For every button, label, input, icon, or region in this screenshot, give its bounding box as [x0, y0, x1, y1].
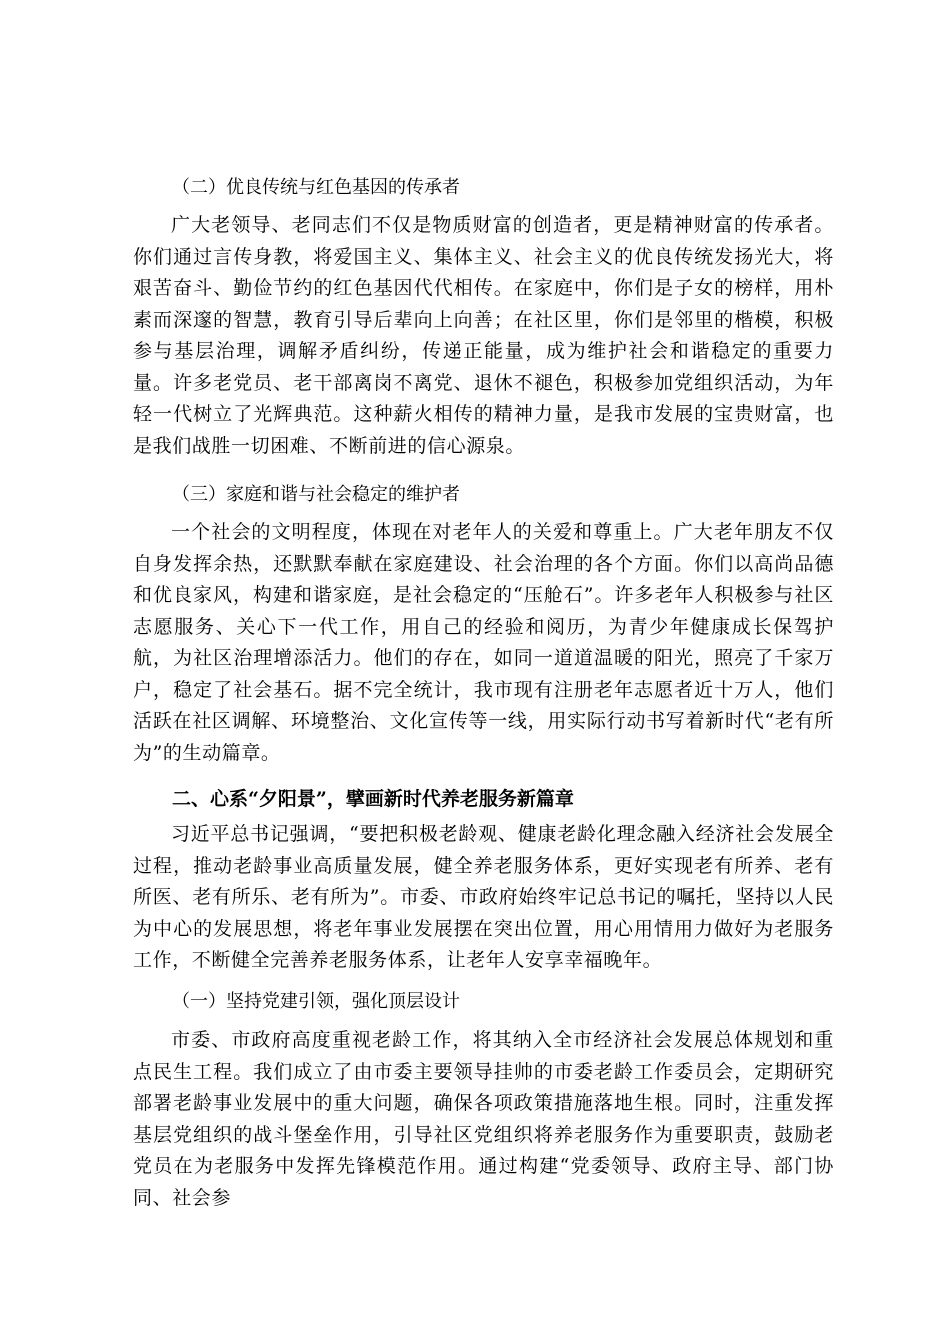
section-heading-tradition: （二）优良传统与红色基因的传承者 — [172, 177, 460, 198]
paragraph-tradition: 广大老领导、老同志们不仅是物质财富的创造者，更是精神财富的传承者。你们通过言传身教，将爱国主义、集体主义、社会主义的优良传统发扬光大，将艰苦奋斗、勤俭节约的红色基因代代相传。在家庭中，你们是子女的榜样，用朴素而深邃的智慧，教育引导后辈向上向善；在社区里，你们是邻里的楷模，积极参与基层治理，调解矛盾纠纷，传递正能量，成为维护社会和谐稳定的重要力量。许多老党员、老干部离岗不离党、退休不褪色，积极参加党组织活动，为年轻一代树立了光辉典范。这种薪火相传的精神力量，是我市发展的宝贵财富，也是我们战胜一切困难、不断前进的信心源泉。 — [133, 214, 834, 457]
paragraph-elderly-services: 习近平总书记强调，“要把积极老龄观、健康老龄化理念融入经济社会发展全过程，推动老龄事业高质量发展，健全养老服务体系，更好实现老有所养、老有所医、老有所乐、老有所为”。市委、市政府始终牢记总书记的嘱托，坚持以人民为中心的发展思想，将老年事业发展摆在突出位置，用心用情用力做好为老服务工作，不断健全完善养老服务体系，让老年人安享幸福晚年。 — [133, 823, 834, 971]
chapter-heading-elderly-services: 二、心系“夕阳景”，擘画新时代养老服务新篇章 — [172, 788, 574, 810]
paragraph-party-leadership: 市委、市政府高度重视老龄工作，将其纳入全市经济社会发展总体规划和重点民生工程。我们成立了由市委主要领导挂帅的市委老龄工作委员会，定期研究部署老龄事业发展中的重大问题，确保各项政策措施落地生根。同时，注重发挥基层党组织的战斗堡垒作用，引导社区党组织将养老服务作为重要职责，鼓励老党员在为老服务中发挥先锋模范作用。通过构建“党委领导、政府主导、部门协同、社会参 — [133, 1029, 834, 1209]
section-heading-party-leadership: （一）坚持党建引领，强化顶层设计 — [172, 991, 460, 1012]
paragraph-harmony: 一个社会的文明程度，体现在对老年人的关爱和尊重上。广大老年朋友不仅自身发挥余热，还默默奉献在家庭建设、社会治理的各个方面。你们以高尚品德和优良家风，构建和谐家庭，是社会稳定的“压舱石”。许多老年人积极参与社区志愿服务、关心下一代工作，用自己的经验和阅历，为青少年健康成长保驾护航，为社区治理增添活力。他们的存在，如同一道道温暖的阳光，照亮了千家万户，稳定了社会基石。据不完全统计，我市现有注册老年志愿者近十万人，他们活跃在社区调解、环境整治、文化宣传等一线，用实际行动书写着新时代“老有所为”的生动篇章。 — [133, 521, 834, 764]
section-heading-harmony: （三）家庭和谐与社会稳定的维护者 — [172, 484, 460, 505]
